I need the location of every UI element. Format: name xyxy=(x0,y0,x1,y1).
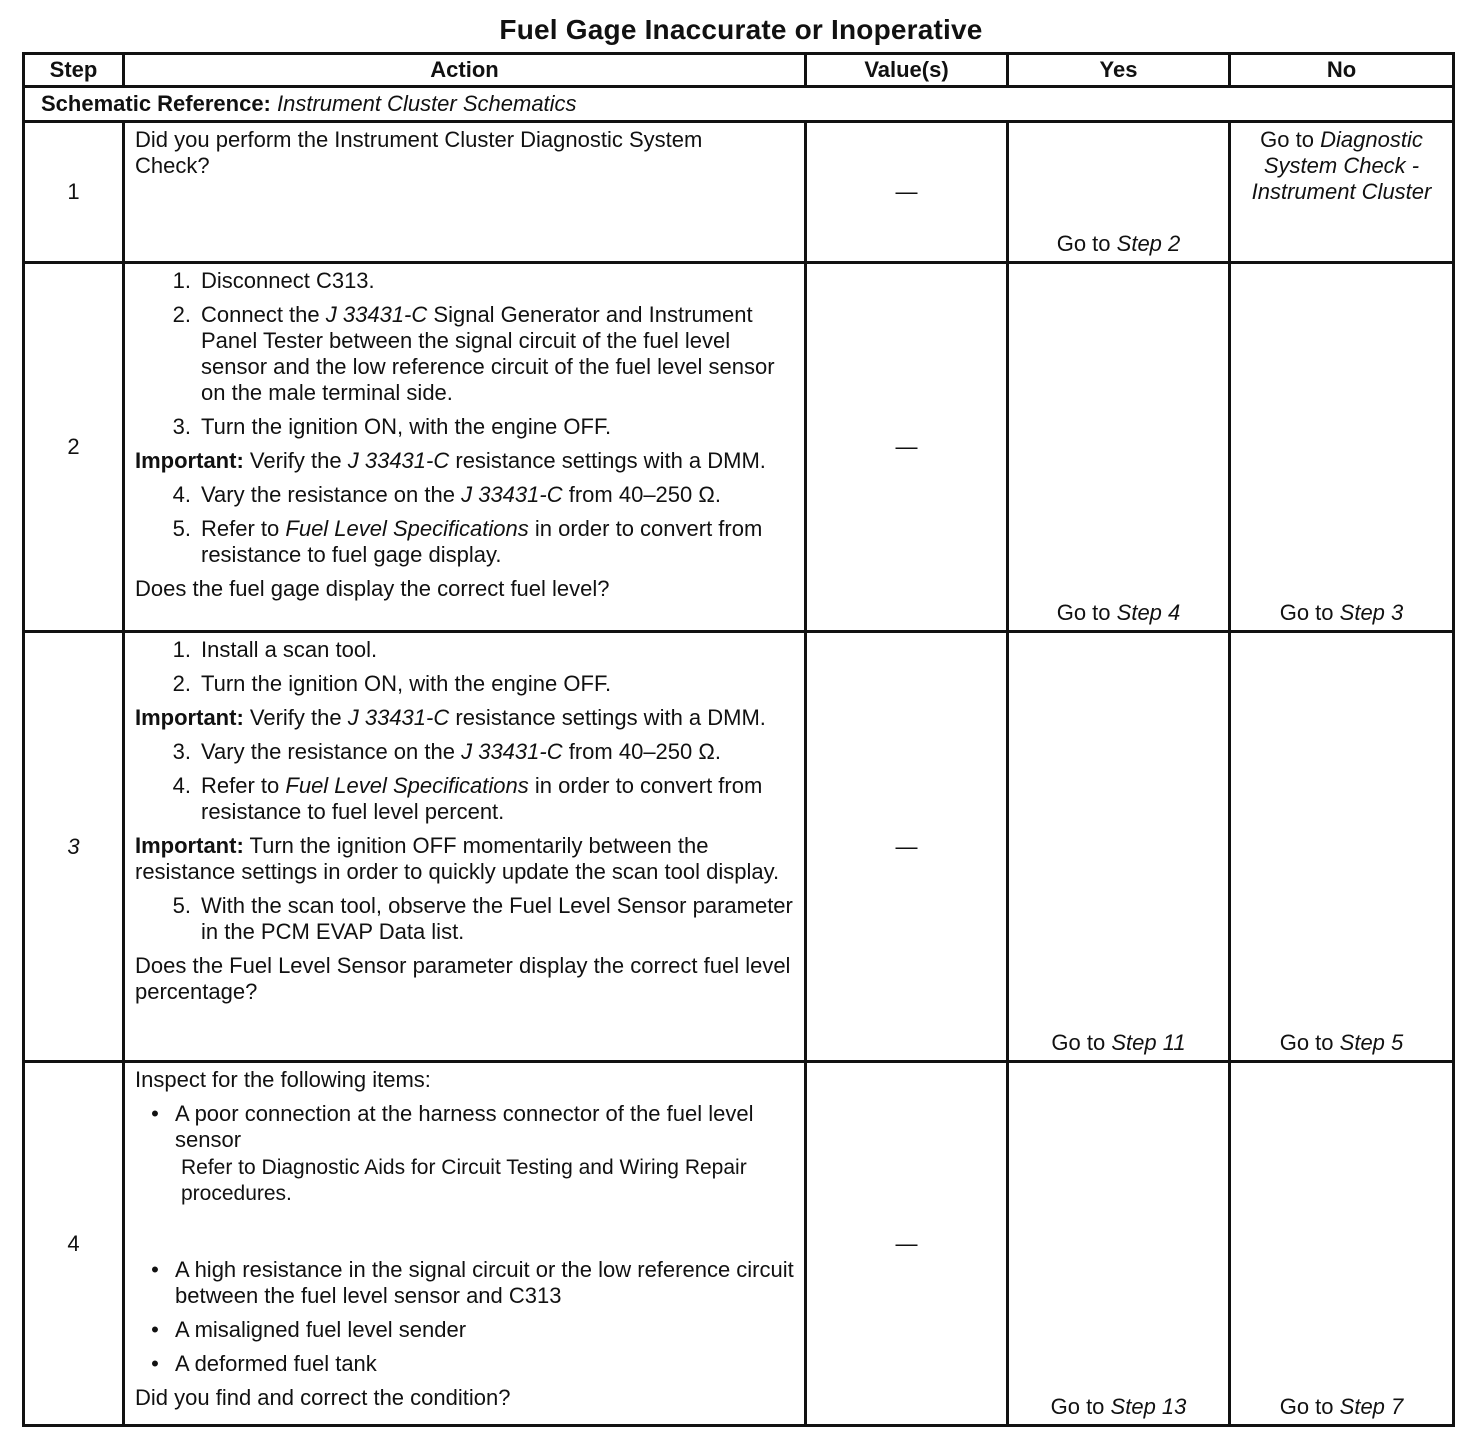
item-number: 4. xyxy=(172,773,191,798)
go-to-text: Go to xyxy=(1056,231,1111,256)
schematic-reference-label: Schematic Reference: xyxy=(41,91,271,116)
list-item xyxy=(135,302,794,406)
item-text-part: from 40–250 Ω. xyxy=(568,482,721,507)
note-text-part: resistance settings with a DMM. xyxy=(455,448,766,473)
header-step: Step xyxy=(24,54,124,87)
item-text: A high resistance in the signal circuit or the low reference circuit between the fuel level sensor and C313 xyxy=(175,1257,794,1308)
value-cell: — xyxy=(806,1062,1008,1426)
action-steps-list xyxy=(135,739,794,825)
note-text-part: Verify the xyxy=(249,705,342,730)
action-text: Did you perform the Instrument Cluster Diagnostic System Check? xyxy=(135,127,703,178)
list-item xyxy=(135,482,794,508)
no-cell xyxy=(1230,263,1454,632)
inspect-bullet-list xyxy=(135,1101,794,1153)
yes-step-link[interactable]: Step 13 xyxy=(1110,1394,1187,1419)
yes-step-link[interactable]: Step 11 xyxy=(1111,1030,1186,1055)
item-text: Turn the ignition ON, with the engine OFF. xyxy=(201,671,612,696)
list-item xyxy=(135,1257,794,1309)
bullet-icon: • xyxy=(151,1317,159,1342)
action-cell xyxy=(124,263,806,632)
table-row xyxy=(24,1062,1454,1426)
item-number: 5. xyxy=(172,516,191,541)
important-note xyxy=(135,705,794,731)
action-cell xyxy=(124,122,806,263)
yes-cell xyxy=(1008,632,1230,1062)
table-row xyxy=(24,263,1454,632)
go-to-text: Go to xyxy=(1279,1394,1334,1419)
note-text-part: Verify the xyxy=(249,448,342,473)
header-yes: Yes xyxy=(1008,54,1230,87)
item-number: 3. xyxy=(172,739,191,764)
item-text: Turn the ignition ON, with the engine OFF. xyxy=(201,414,612,439)
list-item xyxy=(135,637,794,663)
note-text-part: resistance settings with a DMM. xyxy=(455,705,766,730)
tool-reference: J 33431-C xyxy=(347,448,450,473)
item-text: A deformed fuel tank xyxy=(175,1351,377,1376)
no-step-link[interactable]: Diagnostic System Check - Instrument Cluster xyxy=(1251,127,1432,204)
item-text: A poor connection at the harness connector of the fuel level sensor xyxy=(175,1101,754,1152)
step-number: 4 xyxy=(24,1062,124,1426)
question-text: Does the fuel gage display the correct fuel level? xyxy=(135,576,610,601)
important-label: Important: xyxy=(135,705,244,730)
page-title: Fuel Gage Inaccurate or Inoperative xyxy=(499,14,983,45)
item-text-part: in order to convert from resistance to fuel level percent. xyxy=(201,773,763,824)
item-text: Disconnect C313. xyxy=(201,268,375,293)
go-to-text: Go to xyxy=(1050,1394,1105,1419)
list-item xyxy=(135,516,794,568)
item-number: 3. xyxy=(172,414,191,439)
yes-cell xyxy=(1008,263,1230,632)
no-step-link[interactable]: Step 3 xyxy=(1339,600,1404,625)
inspect-bullet-list xyxy=(135,1257,794,1377)
no-step-link[interactable]: Step 5 xyxy=(1339,1030,1404,1055)
item-number: 2. xyxy=(172,302,191,327)
yes-cell xyxy=(1008,1062,1230,1426)
yes-step-link[interactable]: Step 4 xyxy=(1116,600,1181,625)
tool-reference: J 33431-C xyxy=(347,705,450,730)
step-number-text: 3 xyxy=(67,833,80,859)
item-number: 5. xyxy=(172,893,191,918)
list-item xyxy=(135,414,794,440)
item-text-part: Signal Generator and Instrument Panel Tester between the signal circuit of the fuel level sensor and the low reference circuit of the fuel level sensor on the male terminal side. xyxy=(201,302,775,405)
item-text-part: Vary the resistance on the xyxy=(201,739,455,764)
item-text: A misaligned fuel level sender xyxy=(175,1317,467,1342)
tool-reference: J 33431-C xyxy=(461,482,563,507)
go-to-text: Go to xyxy=(1260,127,1314,152)
go-to-text: Go to xyxy=(1051,1030,1106,1055)
schematic-reference xyxy=(24,87,1454,122)
list-item xyxy=(135,1317,794,1343)
list-item xyxy=(135,893,794,945)
item-text-part: Connect the xyxy=(201,302,320,327)
step-number xyxy=(24,632,124,1062)
table-row xyxy=(24,122,1454,263)
value-cell: — xyxy=(806,263,1008,632)
no-cell xyxy=(1230,122,1454,263)
bullet-icon: • xyxy=(151,1257,159,1282)
item-text: Install a scan tool. xyxy=(201,637,378,662)
yes-cell xyxy=(1008,122,1230,263)
no-cell xyxy=(1230,632,1454,1062)
bullet-icon: • xyxy=(151,1101,159,1126)
item-number: 1. xyxy=(172,268,191,293)
no-cell xyxy=(1230,1062,1454,1426)
item-text xyxy=(201,739,794,765)
tool-reference: J 33431-C xyxy=(325,302,428,327)
item-text-part: in order to convert from resistance to fuel gage display. xyxy=(201,516,763,567)
item-text: With the scan tool, observe the Fuel Level Sensor parameter in the PCM EVAP Data list. xyxy=(201,893,793,944)
action-steps-list xyxy=(135,893,794,945)
action-steps-list xyxy=(135,268,794,440)
question-text: Did you find and correct the condition? xyxy=(135,1385,511,1410)
list-item xyxy=(135,739,794,765)
document-reference[interactable]: Fuel Level Specifications xyxy=(285,773,529,798)
question-text: Does the Fuel Level Sensor parameter display the correct fuel level percentage? xyxy=(135,953,791,1004)
list-item xyxy=(135,1351,794,1377)
table-header-row xyxy=(24,54,1454,87)
item-text-part: Refer to xyxy=(201,516,280,541)
important-label: Important: xyxy=(135,833,244,858)
important-note xyxy=(135,833,794,885)
list-item xyxy=(135,671,794,697)
item-number: 2. xyxy=(172,671,191,696)
step-number: 2 xyxy=(24,263,124,632)
diagnostic-table xyxy=(22,52,1455,1427)
spacer xyxy=(135,1215,794,1257)
table-row xyxy=(24,632,1454,1062)
diagnostic-aids-note: Refer to Diagnostic Aids for Circuit Testing and Wiring Repair procedures. xyxy=(181,1156,747,1205)
schematic-reference-row xyxy=(24,87,1454,122)
header-values: Value(s) xyxy=(806,54,1008,87)
list-item xyxy=(135,773,794,825)
item-number: 1. xyxy=(172,637,191,662)
schematic-reference-value: Instrument Cluster Schematics xyxy=(277,91,577,116)
item-text xyxy=(201,773,794,825)
tool-reference: J 33431-C xyxy=(461,739,563,764)
action-steps-list xyxy=(135,482,794,568)
item-text-part: Refer to xyxy=(201,773,280,798)
item-text-part: Vary the resistance on the xyxy=(201,482,455,507)
list-item xyxy=(135,1101,794,1153)
item-number: 4. xyxy=(172,482,191,507)
step-number: 1 xyxy=(24,122,124,263)
go-to-text: Go to xyxy=(1279,600,1334,625)
header-action: Action xyxy=(124,54,806,87)
header-no: No xyxy=(1230,54,1454,87)
action-steps-list xyxy=(135,637,794,697)
note-text-part: Turn the ignition OFF momentarily between the resistance settings in order to quickly update the scan tool display. xyxy=(135,833,780,884)
bullet-icon: • xyxy=(151,1351,159,1376)
action-cell xyxy=(124,1062,806,1426)
item-text-part: from 40–250 Ω. xyxy=(568,739,721,764)
go-to-text: Go to xyxy=(1056,600,1111,625)
yes-step-link[interactable]: Step 2 xyxy=(1116,231,1181,256)
important-note xyxy=(135,448,794,474)
item-text xyxy=(201,482,794,508)
inspect-intro: Inspect for the following items: xyxy=(135,1067,431,1092)
value-cell: — xyxy=(806,122,1008,263)
action-cell xyxy=(124,632,806,1062)
important-label: Important: xyxy=(135,448,244,473)
item-text xyxy=(201,516,794,568)
list-item xyxy=(135,268,794,294)
go-to-text: Go to xyxy=(1279,1030,1334,1055)
item-text xyxy=(201,302,794,406)
value-cell: — xyxy=(806,632,1008,1062)
no-step-link[interactable]: Step 7 xyxy=(1339,1394,1404,1419)
document-reference[interactable]: Fuel Level Specifications xyxy=(285,516,529,541)
